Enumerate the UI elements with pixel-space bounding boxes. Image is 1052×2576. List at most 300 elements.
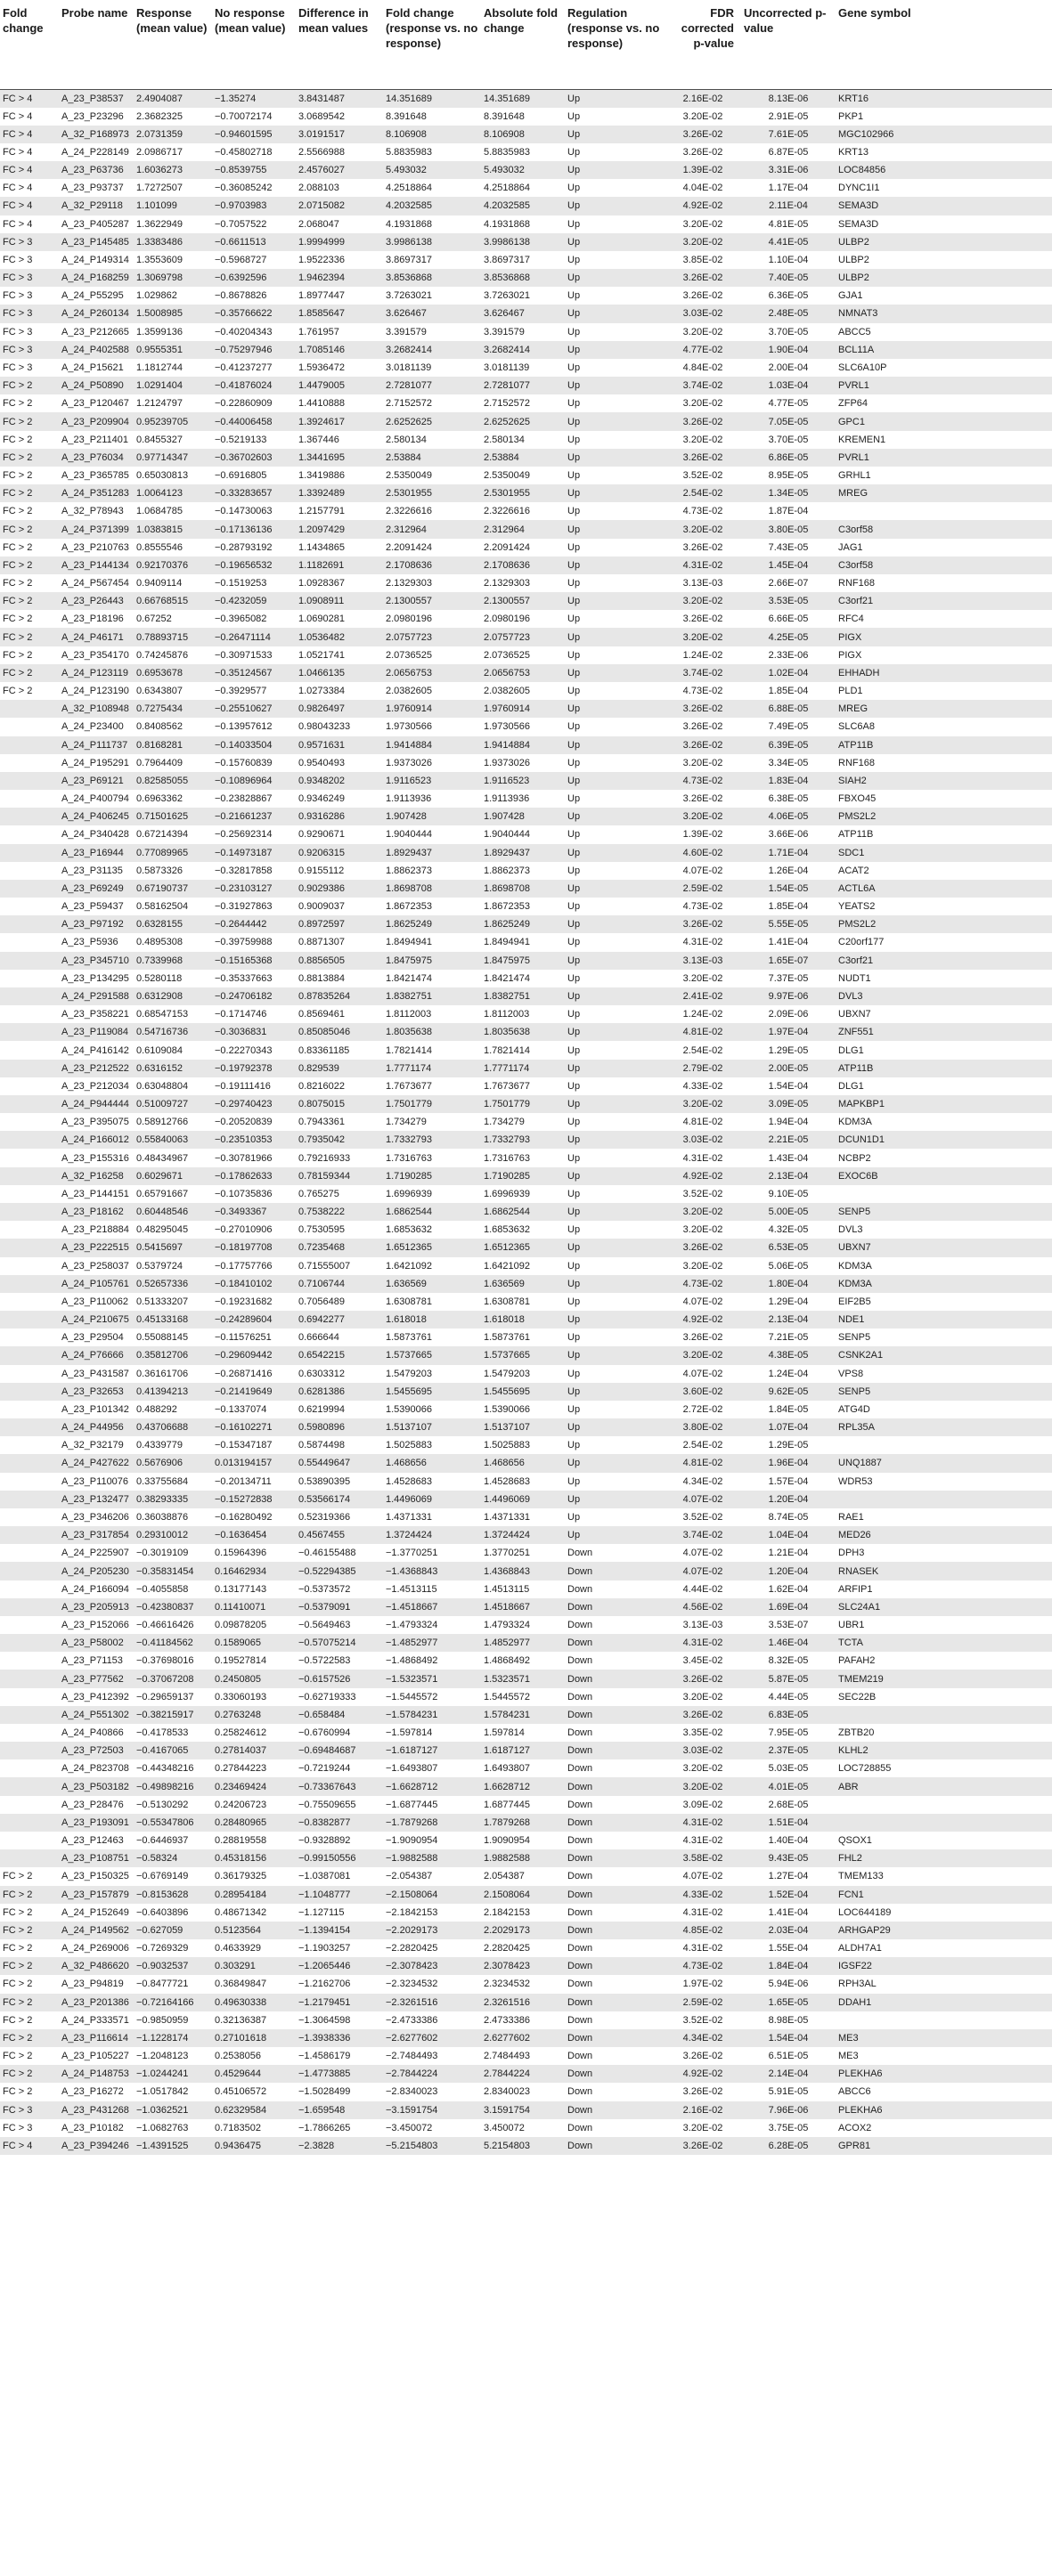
difference-cell: 2.088103 xyxy=(298,183,339,194)
no-response-mean-cell: 0.45106572 xyxy=(215,2086,267,2098)
uncorrected-p-value-cell: 2.66E-07 xyxy=(768,578,809,589)
absolute-fold-change-cell: 2.3234532 xyxy=(484,1979,530,1990)
fdr-p-value-cell: 4.73E-02 xyxy=(682,686,723,697)
uncorrected-p-value-cell: 1.85E-04 xyxy=(768,686,809,697)
probe-name-cell: A_24_P105761 xyxy=(61,1278,129,1289)
table-row xyxy=(0,269,1052,287)
regulation-cell: Up xyxy=(567,847,581,858)
table-row xyxy=(0,1867,1052,1885)
probe-name-cell: A_32_P16258 xyxy=(61,1170,124,1182)
response-mean-cell: −0.6769149 xyxy=(136,1871,189,1882)
regulation-cell: Down xyxy=(567,1871,593,1882)
difference-cell: 0.9029386 xyxy=(298,882,345,894)
fold-change-cell xyxy=(0,1023,59,1041)
response-mean-cell: −0.29659137 xyxy=(136,1691,194,1702)
absolute-fold-change-cell: 1.5455695 xyxy=(484,1386,530,1397)
probe-name-cell: A_24_P55295 xyxy=(61,290,124,302)
gene-symbol-cell: PVRL1 xyxy=(838,451,869,463)
table-row xyxy=(0,1975,1052,1993)
uncorrected-p-value-cell: 6.86E-05 xyxy=(768,451,809,463)
fold-change-cell xyxy=(0,1257,59,1275)
table-row xyxy=(0,2065,1052,2083)
regulation-cell: Up xyxy=(567,1062,581,1074)
fdr-p-value-cell: 3.52E-02 xyxy=(682,1511,723,1523)
gene-symbol-cell: KREMEN1 xyxy=(838,434,886,445)
fold-change-cell: FC > 2 xyxy=(3,398,33,410)
response-mean-cell: −0.8477721 xyxy=(136,1979,189,1990)
difference-cell: 0.9155112 xyxy=(298,865,345,876)
fold-change-cell xyxy=(0,772,59,790)
absolute-fold-change-cell: 1.8421474 xyxy=(484,972,530,984)
regulation-cell: Down xyxy=(567,1943,593,1954)
probe-name-cell: A_24_P205230 xyxy=(61,1565,129,1577)
table-row xyxy=(0,233,1052,251)
probe-name-cell: A_23_P94819 xyxy=(61,1979,124,1990)
regulation-cell: Up xyxy=(567,1530,581,1541)
fold-change-cell xyxy=(0,754,59,772)
regulation-cell: Up xyxy=(567,1440,581,1451)
absolute-fold-change-cell: 1.5784231 xyxy=(484,1709,530,1720)
regulation-cell: Up xyxy=(567,506,581,517)
fdr-p-value-cell: 4.81E-02 xyxy=(682,1117,723,1128)
fold-change-ratio-cell: 1.468656 xyxy=(386,1458,427,1469)
gene-symbol-cell: LOC644189 xyxy=(838,1906,892,1918)
response-mean-cell: 2.4904087 xyxy=(136,93,183,104)
regulation-cell: Up xyxy=(567,1134,581,1146)
fold-change-ratio-cell: −1.597814 xyxy=(386,1727,433,1739)
regulation-cell: Up xyxy=(567,1152,581,1164)
fold-change-ratio-cell: −2.7844224 xyxy=(386,2068,438,2080)
table-row xyxy=(0,808,1052,825)
probe-name-cell: A_23_P18196 xyxy=(61,614,124,625)
gene-symbol-cell xyxy=(836,1491,1052,1508)
fold-change-ratio-cell: 3.0181139 xyxy=(386,362,432,373)
fold-change-cell xyxy=(0,700,59,718)
response-mean-cell: 0.92170376 xyxy=(136,559,189,571)
difference-cell: −0.9328892 xyxy=(298,1835,351,1847)
regulation-cell: Down xyxy=(567,2032,593,2044)
fold-change-ratio-cell: −1.6187127 xyxy=(386,1745,438,1757)
fdr-p-value-cell: 4.31E-02 xyxy=(682,559,723,571)
table-row xyxy=(0,1670,1052,1687)
fdr-p-value-cell: 1.24E-02 xyxy=(682,1009,723,1020)
regulation-cell: Up xyxy=(567,1027,581,1038)
gene-symbol-cell: ZBTB20 xyxy=(838,1727,875,1739)
absolute-fold-change-cell: 1.6628712 xyxy=(484,1781,530,1792)
probe-name-cell: A_23_P358221 xyxy=(61,1009,129,1020)
fdr-p-value-cell: 3.13E-03 xyxy=(682,1620,723,1631)
difference-cell: 0.5874498 xyxy=(298,1440,345,1451)
fold-change-cell xyxy=(0,1777,59,1795)
response-mean-cell: −0.4178533 xyxy=(136,1727,189,1739)
uncorrected-p-value-cell: 1.41E-04 xyxy=(768,1906,809,1918)
probe-name-cell: A_23_P345710 xyxy=(61,955,129,966)
probe-name-cell: A_24_P148753 xyxy=(61,2068,129,2080)
fold-change-cell xyxy=(0,1688,59,1706)
probe-name-cell: A_23_P258037 xyxy=(61,1260,129,1272)
difference-cell: 1.0928367 xyxy=(298,578,345,589)
no-response-mean-cell: −0.24289604 xyxy=(215,1314,273,1326)
gene-symbol-cell xyxy=(836,1185,1052,1203)
table-row xyxy=(0,1581,1052,1598)
table-row xyxy=(0,933,1052,951)
difference-cell: 1.0690281 xyxy=(298,614,345,625)
response-mean-cell: 0.7275434 xyxy=(136,703,183,715)
uncorrected-p-value-cell: 1.85E-04 xyxy=(768,901,809,913)
difference-cell: 0.7943361 xyxy=(298,1117,345,1128)
uncorrected-p-value-cell: 6.87E-05 xyxy=(768,146,809,158)
regulation-cell: Up xyxy=(567,1422,581,1434)
absolute-fold-change-cell: 2.7844224 xyxy=(484,2068,530,2080)
probe-name-cell: A_23_P58002 xyxy=(61,1637,124,1649)
response-mean-cell: 0.55088145 xyxy=(136,1332,189,1344)
gene-symbol-cell: KLHL2 xyxy=(838,1745,869,1757)
table-row xyxy=(0,1311,1052,1329)
header-gene-symbol: Gene symbol xyxy=(836,0,1052,89)
response-mean-cell: −0.9032537 xyxy=(136,1961,189,1972)
difference-cell: 0.9348202 xyxy=(298,775,345,786)
table-row xyxy=(0,1060,1052,1077)
fold-change-cell xyxy=(0,1634,59,1652)
fdr-p-value-cell: 3.20E-02 xyxy=(682,1260,723,1272)
fold-change-ratio-cell: 1.5137107 xyxy=(386,1422,432,1434)
probe-name-cell: A_23_P346206 xyxy=(61,1511,129,1523)
response-mean-cell: 0.33755684 xyxy=(136,1475,189,1487)
table-row xyxy=(0,1418,1052,1436)
fdr-p-value-cell: 1.97E-02 xyxy=(682,1979,723,1990)
difference-cell: 0.6942277 xyxy=(298,1314,345,1326)
no-response-mean-cell: −0.17862633 xyxy=(215,1170,273,1182)
fdr-p-value-cell: 4.07E-02 xyxy=(682,1871,723,1882)
difference-cell: 0.9206315 xyxy=(298,847,345,858)
regulation-cell: Up xyxy=(567,398,581,410)
no-response-mean-cell: −0.36702603 xyxy=(215,451,273,463)
fdr-p-value-cell: 4.85E-02 xyxy=(682,1924,723,1936)
difference-cell: 0.666644 xyxy=(298,1332,339,1344)
gene-symbol-cell: SEMA3D xyxy=(838,218,879,230)
uncorrected-p-value-cell: 1.21E-04 xyxy=(768,1548,809,1559)
fold-change-cell: FC > 3 xyxy=(3,254,33,265)
header-response-mean: Response (mean value) xyxy=(134,0,212,89)
fdr-p-value-cell: 3.26E-02 xyxy=(682,703,723,715)
gene-symbol-cell: ATP11B xyxy=(838,739,874,751)
difference-cell: 1.1434865 xyxy=(298,541,345,553)
table-row xyxy=(0,484,1052,502)
fdr-p-value-cell: 3.20E-02 xyxy=(682,398,723,410)
fold-change-ratio-cell: 2.0980196 xyxy=(386,614,432,625)
regulation-cell: Up xyxy=(567,541,581,553)
fold-change-ratio-cell: −1.4368843 xyxy=(386,1565,438,1577)
gene-symbol-cell: TMEM133 xyxy=(838,1871,884,1882)
probe-name-cell: A_23_P26443 xyxy=(61,596,124,607)
fdr-p-value-cell: 4.07E-02 xyxy=(682,1296,723,1307)
fold-change-cell xyxy=(0,1454,59,1472)
uncorrected-p-value-cell: 1.24E-04 xyxy=(768,1368,809,1379)
difference-cell: 0.5980896 xyxy=(298,1422,345,1434)
fold-change-cell xyxy=(0,1418,59,1436)
absolute-fold-change-cell: 1.5137107 xyxy=(484,1422,530,1434)
table-row xyxy=(0,520,1052,538)
uncorrected-p-value-cell: 2.21E-05 xyxy=(768,1134,809,1146)
response-mean-cell: 0.58912766 xyxy=(136,1117,189,1128)
difference-cell: 0.7106744 xyxy=(298,1278,345,1289)
gene-symbol-cell: RPL35A xyxy=(838,1422,875,1434)
absolute-fold-change-cell: 2.0656753 xyxy=(484,667,530,679)
uncorrected-p-value-cell: 8.74E-05 xyxy=(768,1511,809,1523)
fold-change-ratio-cell: 8.391648 xyxy=(386,110,427,122)
regulation-cell: Up xyxy=(567,272,581,284)
table-row xyxy=(0,628,1052,646)
fdr-p-value-cell: 3.20E-02 xyxy=(682,110,723,122)
fold-change-ratio-cell: −5.2154803 xyxy=(386,2141,438,2151)
fdr-p-value-cell: 3.20E-02 xyxy=(682,218,723,230)
response-mean-cell: 0.5379724 xyxy=(136,1260,183,1272)
fdr-p-value-cell: 3.52E-02 xyxy=(682,2014,723,2026)
probe-name-cell: A_23_P431587 xyxy=(61,1368,129,1379)
gene-symbol-cell: ME3 xyxy=(838,2032,859,2044)
difference-cell: 0.9009037 xyxy=(298,901,345,913)
fdr-p-value-cell: 3.20E-02 xyxy=(682,1781,723,1792)
fold-change-ratio-cell: 1.9113936 xyxy=(386,793,432,805)
response-mean-cell: 0.5873326 xyxy=(136,865,183,876)
probe-name-cell: A_23_P354170 xyxy=(61,649,129,661)
fdr-p-value-cell: 3.85E-02 xyxy=(682,254,723,265)
difference-cell: 1.8585647 xyxy=(298,308,345,320)
difference-cell: 0.85085046 xyxy=(298,1027,351,1038)
fold-change-ratio-cell: 3.8536868 xyxy=(386,272,432,284)
absolute-fold-change-cell: 1.7190285 xyxy=(484,1170,530,1182)
fold-change-cell: FC > 2 xyxy=(3,559,33,571)
fold-change-ratio-cell: 1.9760914 xyxy=(386,703,432,715)
gene-symbol-cell xyxy=(836,2011,1052,2029)
table-row xyxy=(0,1994,1052,2011)
difference-cell: −2.3828 xyxy=(298,2141,335,2151)
uncorrected-p-value-cell: 6.51E-05 xyxy=(768,2051,809,2062)
no-response-mean-cell: 0.28954184 xyxy=(215,1889,267,1900)
uncorrected-p-value-cell: 1.54E-04 xyxy=(768,2032,809,2044)
probe-name-cell: A_23_P212522 xyxy=(61,1062,129,1074)
uncorrected-p-value-cell: 1.45E-04 xyxy=(768,559,809,571)
difference-cell: 0.83361185 xyxy=(298,1044,350,1056)
fold-change-cell: FC > 2 xyxy=(3,1979,33,1990)
gene-symbol-cell: ABCC6 xyxy=(838,2086,871,2098)
gene-symbol-cell: UBXN7 xyxy=(838,1242,871,1254)
fdr-p-value-cell: 3.20E-02 xyxy=(682,1224,723,1236)
difference-cell: 1.7085146 xyxy=(298,344,345,355)
gene-symbol-cell xyxy=(836,1436,1052,1454)
table-row xyxy=(0,1436,1052,1454)
absolute-fold-change-cell: 2.6252625 xyxy=(484,416,530,427)
uncorrected-p-value-cell: 6.38E-05 xyxy=(768,793,809,805)
gene-symbol-cell xyxy=(836,1796,1052,1814)
difference-cell: 1.3924617 xyxy=(298,416,345,427)
uncorrected-p-value-cell: 1.80E-04 xyxy=(768,1278,809,1289)
response-mean-cell: −0.7269329 xyxy=(136,1943,189,1954)
no-response-mean-cell: −0.3036831 xyxy=(215,1027,267,1038)
response-mean-cell: −1.0682763 xyxy=(136,2122,189,2133)
no-response-mean-cell: −0.35124567 xyxy=(215,667,273,679)
gene-symbol-cell: PLD1 xyxy=(838,686,863,697)
absolute-fold-change-cell: 1.734279 xyxy=(484,1117,525,1128)
fdr-p-value-cell: 3.45E-02 xyxy=(682,1655,723,1667)
gene-symbol-cell: TMEM219 xyxy=(838,1673,884,1685)
difference-cell: −0.5379091 xyxy=(298,1601,351,1613)
response-mean-cell: 1.1812744 xyxy=(136,362,183,373)
fdr-p-value-cell: 3.60E-02 xyxy=(682,1386,723,1397)
absolute-fold-change-cell: 1.9116523 xyxy=(484,775,530,786)
table-row xyxy=(0,1886,1052,1904)
absolute-fold-change-cell: 2.0757723 xyxy=(484,631,530,643)
uncorrected-p-value-cell: 1.87E-04 xyxy=(768,506,809,517)
difference-cell: 3.0191517 xyxy=(298,128,345,140)
no-response-mean-cell: −0.19656532 xyxy=(215,559,273,571)
absolute-fold-change-cell: 2.3261516 xyxy=(484,1996,530,2008)
table-row xyxy=(0,2029,1052,2047)
regulation-cell: Down xyxy=(567,2086,593,2098)
fold-change-ratio-cell: −1.7879268 xyxy=(386,1816,438,1828)
response-mean-cell: 0.8168281 xyxy=(136,739,183,751)
fdr-p-value-cell: 3.26E-02 xyxy=(682,146,723,158)
response-mean-cell: 0.5280118 xyxy=(136,972,183,984)
uncorrected-p-value-cell: 4.44E-05 xyxy=(768,1691,809,1702)
no-response-mean-cell: −0.15760839 xyxy=(215,757,273,768)
regulation-cell: Down xyxy=(567,1799,593,1810)
fold-change-ratio-cell: 1.8929437 xyxy=(386,847,432,858)
response-mean-cell: −1.1228174 xyxy=(136,2032,189,2044)
table-row xyxy=(0,412,1052,430)
table-row xyxy=(0,431,1052,449)
regulation-cell: Up xyxy=(567,1080,581,1092)
no-response-mean-cell: −0.32817858 xyxy=(215,865,273,876)
regulation-cell: Up xyxy=(567,1493,581,1505)
table-row xyxy=(0,1796,1052,1814)
gene-symbol-cell: SDC1 xyxy=(838,847,865,858)
no-response-mean-cell: −0.29740423 xyxy=(215,1099,273,1110)
probe-name-cell: A_23_P218884 xyxy=(61,1224,129,1236)
fold-change-ratio-cell: 2.0382605 xyxy=(386,686,432,697)
response-mean-cell: 0.97714347 xyxy=(136,451,189,463)
absolute-fold-change-cell: 1.5445572 xyxy=(484,1691,530,1702)
gene-symbol-cell: RAE1 xyxy=(838,1511,864,1523)
probe-name-cell: A_24_P400794 xyxy=(61,793,129,805)
no-response-mean-cell: −0.14973187 xyxy=(215,847,273,858)
probe-name-cell: A_23_P222515 xyxy=(61,1242,129,1254)
response-mean-cell: 0.9555351 xyxy=(136,344,183,355)
absolute-fold-change-cell: 2.4733386 xyxy=(484,2014,530,2026)
probe-name-cell: A_23_P209904 xyxy=(61,416,129,427)
no-response-mean-cell: 0.36849847 xyxy=(215,1979,267,1990)
gene-symbol-cell: SLC6A8 xyxy=(838,721,875,733)
gene-symbol-cell: LOC84856 xyxy=(838,165,886,176)
gene-symbol-cell xyxy=(836,502,1052,520)
gene-symbol-cell: ME3 xyxy=(838,2051,859,2062)
no-response-mean-cell: 0.303291 xyxy=(215,1961,256,1972)
fold-change-ratio-cell: −2.6277602 xyxy=(386,2032,438,2044)
gene-symbol-cell: RFC4 xyxy=(838,614,864,625)
fdr-p-value-cell: 3.20E-02 xyxy=(682,2122,723,2133)
fdr-p-value-cell: 3.20E-02 xyxy=(682,631,723,643)
fdr-p-value-cell: 3.80E-02 xyxy=(682,1422,723,1434)
fold-change-cell: FC > 4 xyxy=(3,110,33,122)
regulation-cell: Down xyxy=(567,1745,593,1757)
fold-change-ratio-cell: 1.7673677 xyxy=(386,1080,432,1092)
regulation-cell: Up xyxy=(567,739,581,751)
fold-change-ratio-cell: 1.8862373 xyxy=(386,865,432,876)
table-row xyxy=(0,1113,1052,1131)
uncorrected-p-value-cell: 3.09E-05 xyxy=(768,1099,809,1110)
fold-change-cell xyxy=(0,1508,59,1526)
fold-change-ratio-cell: −1.4868492 xyxy=(386,1655,438,1667)
regulation-cell: Up xyxy=(567,972,581,984)
fdr-p-value-cell: 4.73E-02 xyxy=(682,1278,723,1289)
fold-change-cell: FC > 3 xyxy=(3,290,33,302)
uncorrected-p-value-cell: 1.20E-04 xyxy=(768,1493,809,1505)
uncorrected-p-value-cell: 1.03E-04 xyxy=(768,380,809,392)
difference-cell: 2.5566988 xyxy=(298,146,345,158)
no-response-mean-cell: −0.7057522 xyxy=(215,218,267,230)
uncorrected-p-value-cell: 1.96E-04 xyxy=(768,1458,809,1469)
fold-change-ratio-cell: 1.8494941 xyxy=(386,937,432,948)
uncorrected-p-value-cell: 2.00E-04 xyxy=(768,362,809,373)
fdr-p-value-cell: 4.07E-02 xyxy=(682,865,723,876)
absolute-fold-change-cell: 1.5873761 xyxy=(484,1332,530,1344)
probe-name-cell: A_23_P119084 xyxy=(61,1027,129,1038)
probe-name-cell: A_24_P269006 xyxy=(61,1943,129,1954)
table-row xyxy=(0,1777,1052,1795)
no-response-mean-cell: 0.32136387 xyxy=(215,2014,267,2026)
difference-cell: 0.78159344 xyxy=(298,1170,351,1182)
uncorrected-p-value-cell: 8.32E-05 xyxy=(768,1655,809,1667)
fdr-p-value-cell: 3.20E-02 xyxy=(682,1763,723,1775)
fold-change-cell xyxy=(0,1562,59,1580)
probe-name-cell: A_23_P59437 xyxy=(61,901,124,913)
regulation-cell: Up xyxy=(567,865,581,876)
absolute-fold-change-cell: 2.53884 xyxy=(484,451,519,463)
regulation-cell: Up xyxy=(567,344,581,355)
uncorrected-p-value-cell: 1.51E-04 xyxy=(768,1816,809,1828)
uncorrected-p-value-cell: 2.13E-04 xyxy=(768,1314,809,1326)
probe-name-cell: A_23_P5936 xyxy=(61,937,118,948)
probe-name-cell: A_23_P405287 xyxy=(61,218,129,230)
gene-symbol-cell: GPC1 xyxy=(838,416,865,427)
no-response-mean-cell: 0.27814037 xyxy=(215,1745,267,1757)
gene-symbol-cell: TCTA xyxy=(838,1637,863,1649)
uncorrected-p-value-cell: 1.52E-04 xyxy=(768,1889,809,1900)
fold-change-cell xyxy=(0,1275,59,1293)
regulation-cell: Up xyxy=(567,1403,581,1415)
regulation-cell: Up xyxy=(567,183,581,194)
gene-symbol-cell: ARFIP1 xyxy=(838,1583,873,1595)
gene-symbol-cell: DCUN1D1 xyxy=(838,1134,885,1146)
uncorrected-p-value-cell: 8.98E-05 xyxy=(768,2014,809,2026)
gene-symbol-cell: GPR81 xyxy=(838,2141,871,2151)
table-row xyxy=(0,915,1052,933)
fdr-p-value-cell: 3.26E-02 xyxy=(682,919,723,930)
fold-change-cell: FC > 2 xyxy=(3,667,33,679)
difference-cell: 1.3419886 xyxy=(298,470,345,482)
no-response-mean-cell: −0.19111416 xyxy=(215,1080,271,1092)
no-response-mean-cell: −0.20134711 xyxy=(215,1475,272,1487)
fold-change-cell xyxy=(0,1544,59,1562)
absolute-fold-change-cell: 1.4513115 xyxy=(484,1583,530,1595)
uncorrected-p-value-cell: 1.43E-04 xyxy=(768,1152,809,1164)
fold-change-ratio-cell: −2.8340023 xyxy=(386,2086,438,2098)
fold-change-ratio-cell: 5.493032 xyxy=(386,165,427,176)
difference-cell: −0.7219244 xyxy=(298,1763,351,1775)
fdr-p-value-cell: 3.58E-02 xyxy=(682,1853,723,1865)
table-row xyxy=(0,1041,1052,1059)
uncorrected-p-value-cell: 1.62E-04 xyxy=(768,1583,809,1595)
